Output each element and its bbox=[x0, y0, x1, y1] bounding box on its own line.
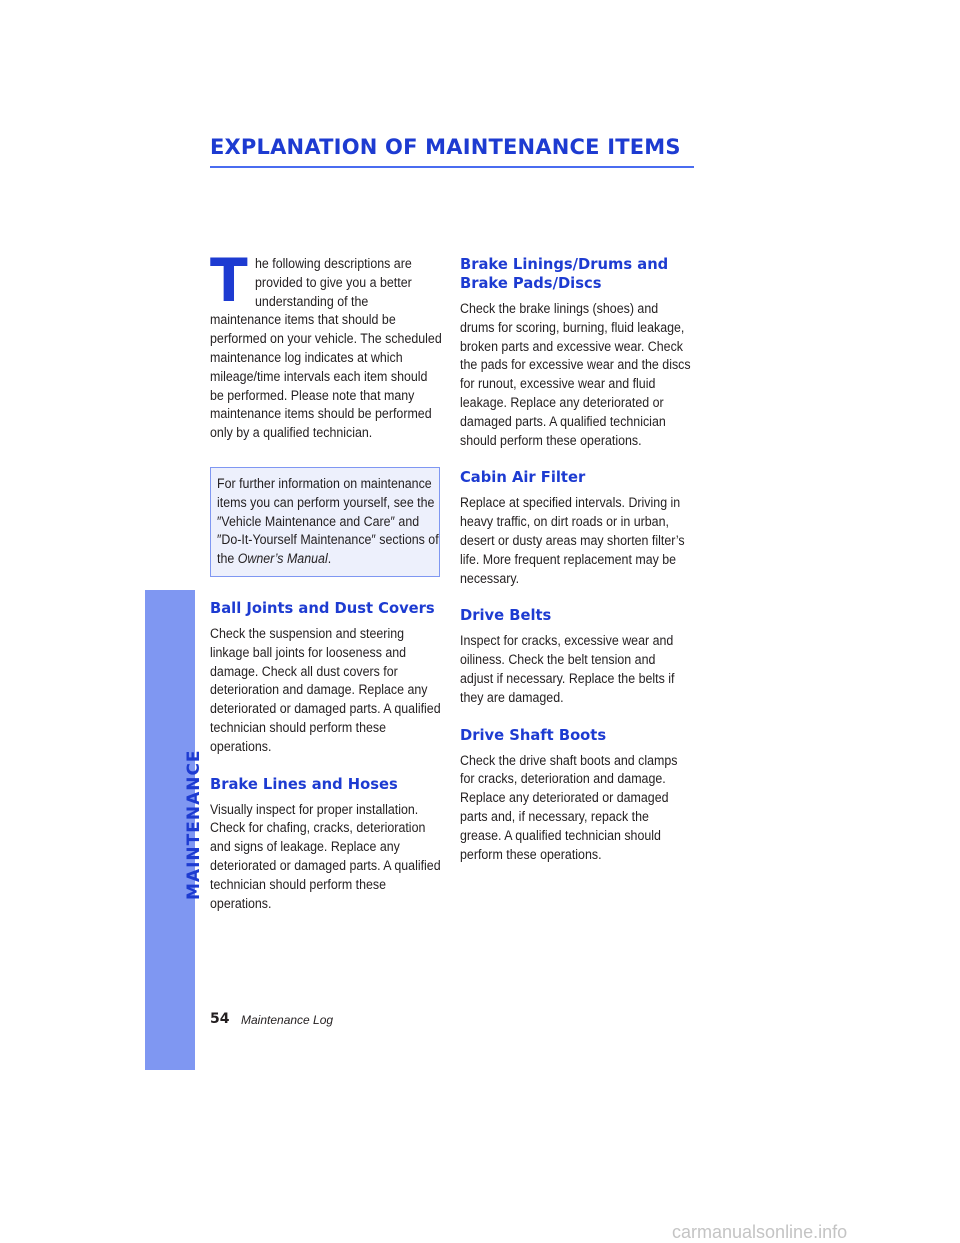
note-end: . bbox=[327, 551, 332, 567]
section-text: Check the drive shaft boots and clamps for cracks, deterioration and damage. Replace any deteriorated or damaged parts and, if necessary, repack the grease. A qualified technician should perform these operations. bbox=[460, 752, 678, 862]
left-column bbox=[210, 246, 442, 913]
section-text: Check the brake linings (shoes) and drums for scoring, burning, fluid leakage, broken parts and excessive wear. Check the pads for excessive wear and the discs for runout, excessive wear and fluid leakage. Replace any deteriorated or damaged parts. A qualified technician should perform these operations. bbox=[460, 301, 691, 448]
section-heading: Drive Shaft Boots bbox=[460, 725, 607, 744]
section-heading: Brake Lines and Hoses bbox=[210, 774, 398, 793]
right-column bbox=[460, 255, 692, 864]
page-title: EXPLANATION OF MAINTENANCE ITEMS bbox=[210, 135, 681, 159]
section-brake-lines bbox=[210, 775, 442, 914]
drop-cap: T bbox=[210, 246, 248, 316]
watermark: carmanualsonline.info bbox=[672, 1222, 848, 1242]
info-note-box bbox=[210, 467, 440, 577]
page-number: 54 bbox=[210, 1011, 230, 1027]
section-text: Check the suspension and steering linkage ball joints for looseness and damage. Check all dust covers for deterioration and damage. Replace any deteriorated or damaged parts. A qualified technician should perform these operations. bbox=[210, 625, 441, 754]
section-text: Visually inspect for proper installation. Check for chafing, cracks, deterioration and signs of leakage. Replace any deteriorated or damaged parts. A qualified technician should perform these operations. bbox=[210, 801, 441, 911]
intro-paragraph bbox=[210, 246, 442, 443]
section-ball-joints bbox=[210, 599, 442, 757]
section-heading: Brake Linings/Drums and Brake Pads/Discs bbox=[460, 255, 669, 292]
section-heading: Drive Belts bbox=[460, 606, 552, 625]
section-drive-shaft-boots bbox=[460, 726, 692, 865]
header-divider bbox=[210, 166, 694, 168]
intro-text: he following descriptions are provided to give you a better understanding of the maintenance items that should be performed on your vehicle. The scheduled maintenance log indicates at which mileage/time intervals each item should be performed. Please note that many maintenance items should be performed only by a qualified technician. bbox=[210, 256, 442, 441]
section-text: Inspect for cracks, excessive wear and oiliness. Check the belt tension and adjust if necessary. Replace the belts if they are damaged. bbox=[460, 633, 675, 705]
note-emphasis: Owner’s Manual bbox=[237, 551, 328, 567]
section-brake-linings bbox=[460, 255, 692, 450]
section-drive-belts bbox=[460, 606, 692, 707]
section-cabin-air-filter bbox=[460, 468, 692, 588]
section-heading: Ball Joints and Dust Covers bbox=[210, 598, 435, 617]
section-tab-label: MAINTENANCE bbox=[184, 749, 204, 900]
section-text: Replace at specified intervals. Driving in heavy traffic, on dirt roads or in urban, desert or dusty areas may shorten filter’s life. More frequent replacement may be necessary. bbox=[460, 495, 685, 586]
footer-label: Maintenance Log bbox=[241, 1013, 334, 1027]
section-heading: Cabin Air Filter bbox=[460, 468, 586, 487]
note-text: For further information on maintenance items you can perform yourself, see the ″Vehicle Maintenance and Care″ and ″Do-It-Yourself Maintenance″ sections of the bbox=[217, 475, 439, 567]
